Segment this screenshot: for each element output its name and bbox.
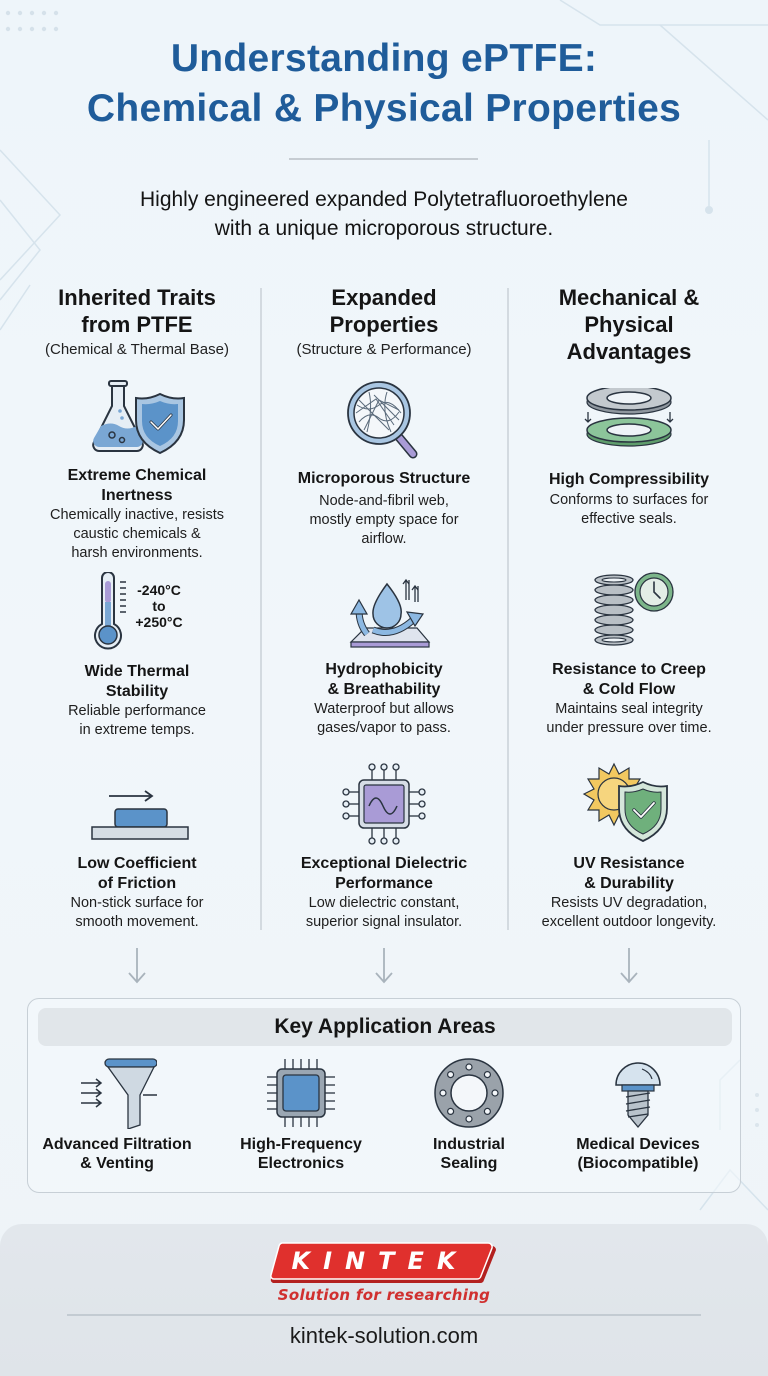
medical-screw-icon [608, 1057, 668, 1129]
application-electronics [216, 1057, 386, 1173]
applications-heading: Key Application Areas [38, 1008, 732, 1046]
gasket-compress-icon [579, 388, 679, 450]
item-title: Low Coefficient of Friction [77, 855, 197, 892]
item-description: Chemically inactive, resists caustic chemicals & harsh environments. [49, 507, 225, 561]
column-subheading: (Structure & Performance) [296, 341, 472, 358]
application-sealing [384, 1057, 554, 1173]
application-medical [553, 1057, 723, 1173]
page-title: Understanding ePTFE: Chemical & Physical Properties [86, 37, 682, 130]
item-creep-resistance [501, 572, 757, 738]
chip-signal-icon [339, 762, 429, 846]
item-title: Exceptional Dielectric Performance [300, 855, 468, 892]
item-title: Wide Thermal Stability [84, 663, 190, 700]
website-link[interactable]: kintek-solution.com [289, 1323, 479, 1348]
application-label: Medical Devices (Biocompatible) [576, 1136, 700, 1172]
item-description: Waterproof but allows gases/vapor to pass. [314, 701, 454, 736]
column-mechanical-advantages [501, 284, 757, 365]
item-microporous-structure [256, 380, 512, 549]
application-label: High-Frequency Electronics [240, 1136, 362, 1172]
item-description: Reliable performance in extreme temps. [68, 703, 206, 738]
magnifier-fibril-icon [329, 380, 439, 460]
column-heading: Inherited Traits from PTFE [58, 285, 216, 337]
column-inherited-traits [9, 284, 265, 360]
arrow-down-icon [127, 948, 147, 984]
item-description: Node-and-fibril web, mostly empty space for airflow. [309, 493, 459, 547]
arrow-down-icon [374, 948, 394, 984]
application-label: Industrial Sealing [432, 1136, 505, 1172]
item-hydrophobicity [256, 572, 512, 738]
item-title: UV Resistance & Durability [573, 855, 685, 892]
temperature-range: -240°C to +250°C [135, 582, 183, 630]
key-applications-panel [27, 998, 741, 1193]
footer-divider [67, 1314, 701, 1316]
microchip-icon [265, 1057, 337, 1129]
item-description: Low dielectric constant, superior signal insulator. [305, 895, 463, 930]
flask-shield-icon [82, 378, 192, 460]
thermometer-icon [82, 572, 132, 654]
thermometer-graphic [82, 572, 192, 654]
filter-funnel-icon [77, 1057, 157, 1129]
item-chemical-inertness [9, 378, 265, 563]
item-high-compressibility [501, 388, 757, 529]
item-title: Resistance to Creep & Cold Flow [552, 661, 706, 698]
column-heading: Mechanical & Physical Advantages [558, 285, 700, 364]
footer [0, 1224, 768, 1376]
page-subtitle: Highly engineered expanded Polytetrafluoroethylene with a unique microporous structure. [139, 188, 628, 240]
flange-gasket-icon [433, 1057, 505, 1129]
item-description: Conforms to surfaces for effective seals. [549, 492, 709, 527]
logo-text: KINTEK [291, 1247, 469, 1275]
logo-tagline: Solution for researching [277, 1286, 491, 1304]
water-drop-membrane-icon [329, 572, 439, 652]
column-subheading: (Chemical & Thermal Base) [45, 341, 229, 358]
item-title: Extreme Chemical Inertness [67, 467, 207, 504]
spring-clock-icon [579, 572, 679, 656]
column-heading: Expanded Properties [329, 285, 439, 337]
kintek-logo [270, 1242, 498, 1282]
item-low-friction [9, 790, 265, 932]
item-thermal-stability [9, 572, 265, 740]
application-label: Advanced Filtration & Venting [42, 1136, 192, 1172]
sun-shield-icon [579, 762, 679, 846]
title-divider [289, 158, 478, 160]
item-description: Resists UV degradation, excellent outdoor longevity. [541, 895, 717, 930]
item-title: Hydrophobicity & Breathability [325, 661, 443, 698]
arrow-down-icon [619, 948, 639, 984]
sliding-block-icon [82, 790, 192, 840]
item-title: Microporous Structure [297, 470, 471, 487]
item-title: High Compressibility [548, 471, 710, 488]
column-expanded-properties [256, 284, 512, 360]
item-uv-resistance [501, 762, 757, 932]
application-filtration [32, 1057, 202, 1173]
item-dielectric-performance [256, 762, 512, 932]
item-description: Non-stick surface for smooth movement. [70, 895, 204, 930]
item-description: Maintains seal integrity under pressure over time. [546, 701, 712, 736]
